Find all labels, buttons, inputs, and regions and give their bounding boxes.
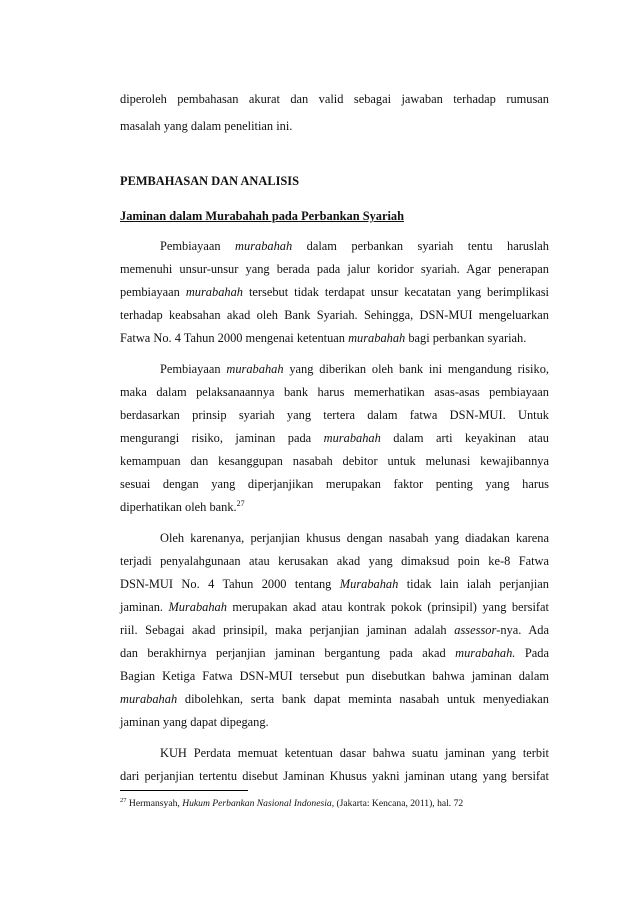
text-line: Oleh karenanya, perjanjian khusus dengan nasabah yang diadakan karena — [160, 531, 549, 545]
footnote-number: 27 — [120, 796, 127, 804]
text-line: diperhatikan oleh bank.$^{27}$ — [120, 498, 245, 514]
text-line: diperoleh pembahasan akurat dan valid sebagai jawaban terhadap rumusan — [120, 92, 549, 106]
text-line: KUH Perdata memuat ketentuan dasar bahwa suatu jaminan yang terbit — [160, 746, 549, 760]
text-line: jaminan. Murabahah merupakan akad atau kontrak pokok (prinsipil) yang bersifat — [120, 600, 549, 614]
text-line: Pembiayaan murabahah yang diberikan oleh bank ini mengandung risiko, — [160, 362, 549, 376]
text-line: dan berakhirnya perjanjian jaminan bergantung pada akad murabahah. Pada — [120, 646, 549, 660]
text-line: dari perjanjian tertentu disebut Jaminan Khusus yakni jaminan utang yang bersifat — [120, 769, 549, 783]
text-line: terjadi penyalahgunaan atau kerusakan akad yang dimaksud poin ke-8 Fatwa — [120, 554, 549, 568]
text-line: maka dalam pelaksanaannya bank harus memerhatikan asas-asas pembiayaan — [120, 385, 549, 399]
text-line: Pembiayaan murabahah dalam perbankan syariah tentu haruslah — [160, 239, 549, 253]
footnote: $^{27}$ Hermansyah, Hukum Perbankan Nasional Indonesia, (Jakarta: Kencana, 2011), hal. 72 — [120, 796, 464, 809]
subsection-heading: Jaminan dalam Murabahah pada Perbankan Syariah — [120, 209, 405, 223]
text-line: jaminan yang dapat dipegang. — [120, 715, 269, 729]
section-heading: PEMBAHASAN DAN ANALISIS — [120, 174, 300, 188]
text-line: masalah yang dalam penelitian ini. — [120, 119, 293, 133]
text-line: DSN-MUI No. 4 Tahun 2000 tentang Murabahah tidak lain ialah perjanjian — [120, 577, 549, 591]
text-line: mengurangi risiko, jaminan pada murabahah dalam arti keyakinan atau — [120, 431, 549, 445]
footnote-reference: 27 — [236, 498, 245, 508]
text-line: pembiayaan murabahah tersebut tidak terdapat unsur kecatatan yang berimplikasi — [120, 285, 549, 299]
text-line: memenuhi unsur-unsur yang berada pada jalur koridor syariah. Agar penerapan — [120, 262, 549, 276]
text-line: terhadap keabsahan akad oleh Bank Syariah. Sehingga, DSN-MUI mengeluarkan — [120, 308, 549, 322]
text-line: berdasarkan prinsip syariah yang tertera dalam fatwa DSN-MUI. Untuk — [120, 408, 549, 422]
text-line: kemampuan dan kesanggupan nasabah debitor untuk melunasi kewajibannya — [120, 454, 549, 468]
text-line: riil. Sebagai akad prinsipil, maka perjanjian jaminan adalah assessor-nya. Ada — [120, 623, 549, 637]
text-line: Fatwa No. 4 Tahun 2000 mengenai ketentuan murabahah bagi perbankan syariah. — [120, 331, 527, 345]
footnote-separator — [120, 790, 248, 791]
text-line: murabahah dibolehkan, serta bank dapat meminta nasabah untuk menyediakan — [120, 692, 549, 706]
text-line: Bagian Ketiga Fatwa DSN-MUI tersebut pun disebutkan bahwa jaminan dalam — [120, 669, 549, 683]
text-line: sesuai dengan yang diperjanjikan merupakan faktor penting yang harus — [120, 477, 549, 491]
